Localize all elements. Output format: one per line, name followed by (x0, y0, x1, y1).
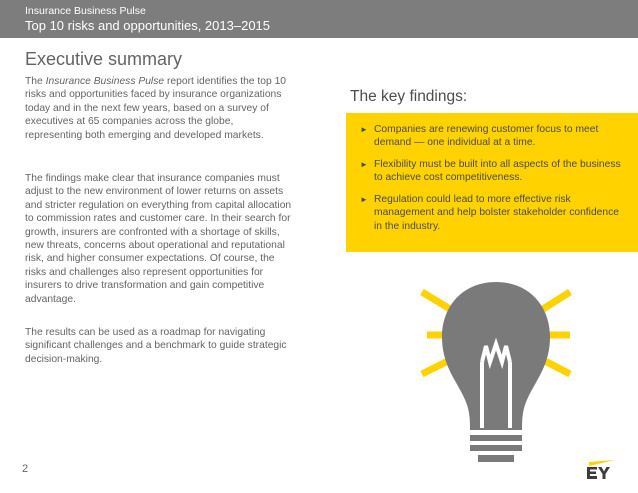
intro-rest: report identifies the top 10 risks and opportunities faced by insurance organizations today and in the next few years, based on a survey of executives at 65 companies across the globe, representing both emerging and developed markets. (25, 76, 287, 141)
bulb-base-ring (470, 445, 522, 451)
lightbulb-icon (410, 272, 630, 472)
key-findings-box (346, 113, 638, 252)
header-report-name: Insurance Business Pulse (25, 5, 146, 17)
header-report-subtitle: Top 10 risks and opportunities, 2013–2015 (25, 18, 271, 33)
ey-logo (585, 460, 617, 480)
key-finding-item (360, 193, 622, 233)
key-findings-title: The key findings: (350, 88, 468, 105)
page-title: Executive summary (25, 49, 183, 69)
bulb-glass (442, 282, 550, 430)
bullet-arrow-icon: ► (360, 125, 368, 134)
bulb-base-cap (478, 455, 514, 462)
key-finding-text: Regulation could lead to more effective risk management and help bolster stakeholder confidence in the industry. (374, 194, 619, 232)
results-paragraph: The results can be used as a roadmap for navigating significant challenges and a benchmark to guide strategic decision-making. (25, 327, 287, 365)
bullet-arrow-icon: ► (360, 160, 368, 169)
page-number: 2 (22, 463, 29, 475)
page-header (0, 0, 638, 38)
report-name-italic: Insurance Business Pulse (45, 76, 165, 87)
bulb-base-ring (470, 435, 522, 441)
key-finding-text: Flexibility must be built into all aspects of the business to achieve cost competitiveness. (374, 159, 621, 184)
bullet-arrow-icon: ► (360, 195, 368, 204)
intro-paragraph (25, 75, 293, 142)
key-finding-text: Companies are renewing customer focus to meet demand — one individual at a time. (374, 124, 599, 149)
key-finding-item (360, 123, 622, 150)
findings-paragraph: The findings make clear that insurance companies must adjust to the new environment of lower returns on assets and stricter regulation on everything from capital allocation to commission rates and customer care. In their search for growth, insurers are confronted with a shortage of skills, new threats, concerns about operational and reputational risk, and higher consumer expectations. Of course, the risks and challenges also represent opportunities for insurers to drive transformation and gain competitive advantage. (25, 173, 292, 305)
intro-prefix: The (25, 76, 46, 87)
key-finding-item (360, 158, 622, 185)
